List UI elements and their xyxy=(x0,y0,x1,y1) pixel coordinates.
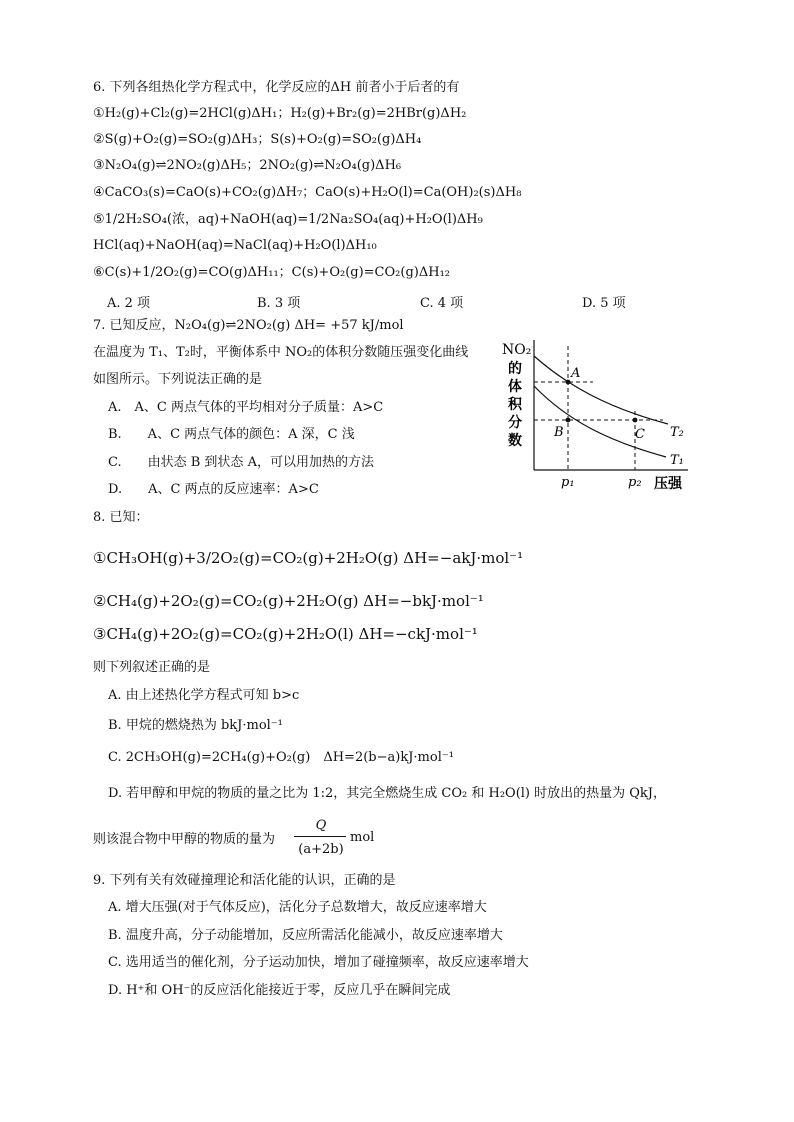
q8-fraction-bar xyxy=(294,836,346,837)
x-axis-label: 压强 xyxy=(654,476,682,492)
q7-stem: 7. 已知反应，N₂O₄(g)⇌2NO₂(g) ΔH= +57 kJ/mol xyxy=(93,318,404,333)
q6-item-3: ③N₂O₄(g)⇌2NO₂(g)ΔH₅；2NO₂(g)⇌N₂O₄(g)ΔH₆ xyxy=(93,158,402,173)
q8-option-a[interactable]: A. 由上述热化学方程式可知 b>c xyxy=(108,688,300,703)
y-axis-label-char: 积 xyxy=(508,397,522,413)
q6-item-1: ①H₂(g)+Cl₂(g)=2HCl(g)ΔH₁；H₂(g)+Br₂(g)=2HBr(g)ΔH₂ xyxy=(93,106,467,121)
curve-t1 xyxy=(534,386,666,457)
q9-stem: 9. 下列有关有效碰撞理论和活化能的认识，正确的是 xyxy=(93,873,396,888)
point-a xyxy=(566,380,571,385)
q7-option-d[interactable]: D. A、C 两点的反应速率：A>C xyxy=(108,482,319,497)
q7-option-c[interactable]: C. 由状态 B 到状态 A，可以用加热的方法 xyxy=(108,455,374,470)
tick-p1: p₁ xyxy=(561,475,575,490)
q9-option-b[interactable]: B. 温度升高，分子动能增加，反应所需活化能减小，故反应速率增大 xyxy=(108,928,503,943)
q7-option-a[interactable]: A. A、C 两点气体的平均相对分子质量：A>C xyxy=(108,400,384,415)
y-axis-label-char: 的 xyxy=(508,361,522,377)
q8-option-b[interactable]: B. 甲烷的燃烧热为 bkJ·mol⁻¹ xyxy=(108,718,283,733)
curve-t2 xyxy=(534,356,668,424)
q9-option-a[interactable]: A. 增大压强(对于气体反应)，活化分子总数增大，故反应速率增大 xyxy=(108,900,487,915)
point-b xyxy=(566,418,571,423)
q8-equation-1: ①CH₃OH(g)+3/2O₂(g)=CO₂(g)+2H₂O(g) ΔH=−akJ·mol⁻¹ xyxy=(93,549,524,567)
q8-equation-3: ③CH₄(g)+2O₂(g)=CO₂(g)+2H₂O(l) ΔH=−ckJ·mol⁻¹ xyxy=(93,625,478,643)
curve-t2-label: T₂ xyxy=(670,425,684,440)
q8-question: 则下列叙述正确的是 xyxy=(93,660,211,675)
q7-desc-line2: 如图所示。下列说法正确的是 xyxy=(93,372,263,387)
q6-item-6: HCl(aq)+NaOH(aq)=NaCl(aq)+H₂O(l)ΔH₁₀ xyxy=(93,238,377,253)
q7-option-b[interactable]: B. A、C 两点气体的颜色：A 深，C 浅 xyxy=(108,427,355,442)
q8-option-c[interactable]: C. 2CH₃OH(g)=2CH₄(g)+O₂(g) ΔH=2(b−a)kJ·mol⁻¹ xyxy=(108,750,454,765)
q8-tail-denominator: (a+2b) xyxy=(298,842,344,857)
q6-option-b[interactable]: B. 3 项 xyxy=(257,296,301,311)
curve-t1-label: T₁ xyxy=(670,453,684,468)
point-c xyxy=(633,418,638,423)
q6-item-7: ⑥C(s)+1/2O₂(g)=CO(g)ΔH₁₁；C(s)+O₂(g)=CO₂(g)ΔH₁₂ xyxy=(93,265,450,280)
y-axis-label-char: 体 xyxy=(508,379,522,395)
point-c-label: C xyxy=(635,427,645,442)
q7-desc-line1: 在温度为 T₁、T₂时，平衡体系中 NO₂的体积分数随压强变化曲线 xyxy=(93,345,469,360)
q8-tail-prefix: 则该混合物中甲醇的物质的量为 xyxy=(93,832,276,847)
tick-p2: p₂ xyxy=(628,475,642,490)
point-a-label: A xyxy=(571,366,581,381)
point-b-label: B xyxy=(554,425,564,440)
y-axis-label-char: 分 xyxy=(508,415,522,431)
q6-item-5: ⑤1/2H₂SO₄(浓，aq)+NaOH(aq)=1/2Na₂SO₄(aq)+H₂O(l)ΔH₉ xyxy=(93,212,483,227)
q8-tail-numerator: Q xyxy=(315,818,327,833)
q8-stem: 8. 已知： xyxy=(93,510,149,525)
y-axis-label-no2: NO₂ xyxy=(502,342,532,358)
no2-fraction-graph xyxy=(498,336,698,494)
q6-item-4: ④CaCO₃(s)=CaO(s)+CO₂(g)ΔH₇；CaO(s)+H₂O(l)=Ca(OH)₂(s)ΔH₈ xyxy=(93,185,522,200)
q6-stem: 6. 下列各组热化学方程式中，化学反应的ΔH 前者小于后者的有 xyxy=(93,80,460,95)
q8-tail-unit: mol xyxy=(350,830,375,845)
q6-item-2: ②S(g)+O₂(g)=SO₂(g)ΔH₃；S(s)+O₂(g)=SO₂(g)ΔH₄ xyxy=(93,132,422,147)
q6-option-d[interactable]: D. 5 项 xyxy=(582,296,626,311)
q9-option-c[interactable]: C. 选用适当的催化剂，分子运动加快，增加了碰撞频率，故反应速率增大 xyxy=(108,955,529,970)
q6-option-c[interactable]: C. 4 项 xyxy=(420,296,464,311)
y-axis-label-char: 数 xyxy=(508,433,522,449)
q8-equation-2: ②CH₄(g)+2O₂(g)=CO₂(g)+2H₂O(g) ΔH=−bkJ·mol⁻¹ xyxy=(93,592,484,610)
q6-option-a[interactable]: A. 2 项 xyxy=(107,296,151,311)
q9-option-d[interactable]: D. H⁺和 OH⁻的反应活化能接近于零，反应几乎在瞬间完成 xyxy=(108,983,451,998)
q8-option-d[interactable]: D. 若甲醇和甲烷的物质的量之比为 1:2，其完全燃烧生成 CO₂ 和 H₂O(l) 时放出的热量为 QkJ， xyxy=(108,786,667,801)
